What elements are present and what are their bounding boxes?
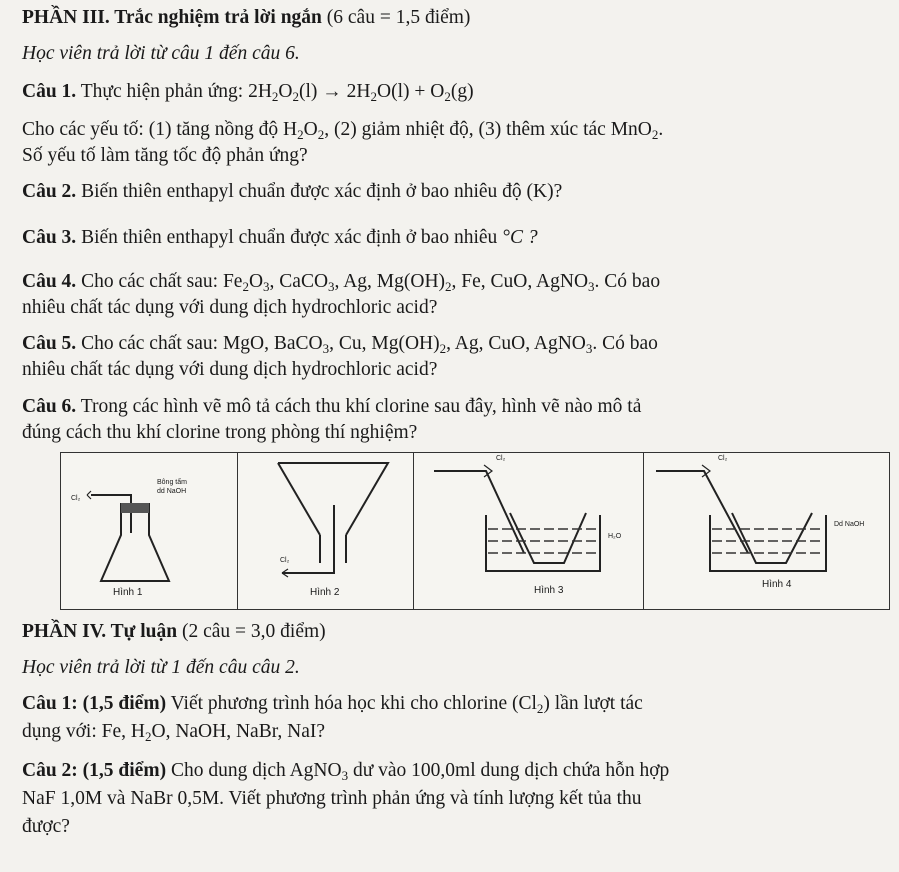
figure-3-water-label: H₂O — [608, 533, 622, 540]
q4-text: Cho các chất sau: — [81, 271, 219, 292]
e1-label: Câu 1: (1,5 điểm) — [22, 693, 167, 714]
q4-line1 — [22, 270, 660, 294]
part4-heading: PHẦN IV. Tự luận — [22, 621, 178, 642]
q4-line2: nhiêu chất tác dụng với dung dịch hydrochloric acid? — [22, 297, 438, 318]
q5-label: Câu 5. — [22, 333, 77, 354]
q2-line — [22, 180, 562, 204]
q6-label: Câu 6. — [22, 396, 77, 417]
q3-line — [22, 226, 538, 250]
figure-2-caption: Hình 2 — [310, 587, 340, 598]
e1-line1 — [22, 692, 643, 716]
part4-score: (2 câu = 3,0 điểm) — [182, 621, 326, 642]
e2-label: Câu 2: (1,5 điểm) — [22, 760, 167, 781]
figure-1-label2: dd NaOH — [157, 488, 187, 495]
figure-4 — [643, 453, 890, 609]
part3-heading-line — [22, 6, 470, 30]
q5-line1 — [22, 332, 658, 356]
q4-tail: . Có bao — [594, 271, 661, 292]
figure-4-naoh-label: Dd NaOH — [834, 521, 865, 528]
figure-4-caption: Hình 4 — [762, 579, 792, 590]
figure-3-gas-label: Cl₂ — [496, 455, 506, 462]
e2-line1 — [22, 759, 669, 783]
q5-text: Cho các chất sau: — [81, 333, 219, 354]
e1-line2: dụng với: Fe, $H_2O$, NaOH, NaBr, NaI? — [22, 721, 326, 744]
q1-h2o2: $H_2O_2$ — [283, 119, 325, 142]
q5-line2: nhiêu chất tác dụng với dung dịch hydrochloric acid? — [22, 359, 438, 380]
figure-3 — [413, 453, 644, 609]
part3-score: (6 câu = 1,5 điểm) — [326, 7, 471, 28]
e1-text: Viết phương trình hóa học khi cho chlorine $(Cl_2)$ lần lượt tác — [170, 693, 643, 716]
q6-line2: đúng cách thu khí clorine trong phòng thí nghiệm? — [22, 422, 418, 443]
part3-heading: PHẦN III. Trắc nghiệm trả lời ngắn — [22, 7, 322, 28]
q3-label: Câu 3. — [22, 227, 77, 248]
figure-1-drawing — [61, 453, 237, 609]
part4-instruction: Học viên trả lời từ 1 đến câu câu 2. — [22, 657, 300, 678]
q3-text: Biến thiên enthapyl chuẩn được xác định ở bao nhiêu — [81, 227, 498, 248]
q6-text: Trong các hình vẽ mô tả cách thu khí clorine sau đây, hình vẽ nào mô tả — [80, 396, 642, 417]
q1-line2 — [22, 118, 663, 142]
figure-1 — [61, 453, 237, 609]
figure-2-gas-label: Cl₂ — [280, 557, 290, 564]
figure-1-gas-label: Cl₂ — [71, 495, 81, 502]
figure-1-caption: Hình 1 — [113, 587, 143, 598]
figure-2 — [237, 453, 414, 609]
figure-3-caption: Hình 3 — [534, 585, 564, 596]
e2-text: Cho dung dịch AgNO$_3$ dư vào 100,0ml dung dịch chứa hỗn hợp — [170, 760, 670, 783]
q3-unit: °C ? — [502, 227, 538, 248]
figure-2-drawing — [238, 453, 414, 609]
figure-1-label1: Bông tẩm — [157, 479, 187, 486]
figure-4-gas-label: Cl₂ — [718, 455, 728, 462]
e2-line3: được? — [22, 816, 70, 837]
q1-label: Câu 1. — [22, 81, 77, 102]
e2-line2: NaF 1,0M và NaBr 0,5M. Viết phương trình phản ứng và tính lượng kết tủa thu — [22, 788, 642, 809]
q2-text: Biến thiên enthapyl chuẩn được xác định ở bao nhiêu độ (K)? — [81, 181, 563, 202]
q1-equation: $2H_2O_2(l) \to 2H_2O(l) + O_2(g)$ — [248, 81, 474, 104]
q1-line3: Số yếu tố làm tăng tốc độ phản ứng? — [22, 145, 308, 166]
part3-instruction: Học viên trả lời từ câu 1 đến câu 6. — [22, 43, 300, 64]
figure-3-drawing — [414, 453, 644, 609]
q1-factors: Cho các yếu tố: (1) tăng nồng độ — [22, 119, 279, 140]
q5-tail: . Có bao — [592, 333, 658, 354]
q1-factors2: , (2) giảm nhiệt độ, (3) thêm xúc tác — [324, 119, 606, 140]
figures-row — [60, 452, 890, 610]
q4-substances: $Fe_2O_3$, CaCO$_3$, Ag, $Mg(OH)_2$, Fe, CuO, AgNO$_3$ — [222, 271, 595, 294]
q4-label: Câu 4. — [22, 271, 77, 292]
part4-heading-line — [22, 620, 326, 644]
q2-label: Câu 2. — [22, 181, 77, 202]
q5-substances: MgO, BaCO$_3$, Cu, $Mg(OH)_2$, Ag, CuO, AgNO$_3$ — [222, 333, 593, 356]
q1-mno2: MnO$_2$. — [610, 119, 664, 142]
q6-line1 — [22, 395, 641, 419]
q1-line1 — [22, 80, 474, 104]
q1-text: Thực hiện phản ứng: — [80, 81, 244, 102]
